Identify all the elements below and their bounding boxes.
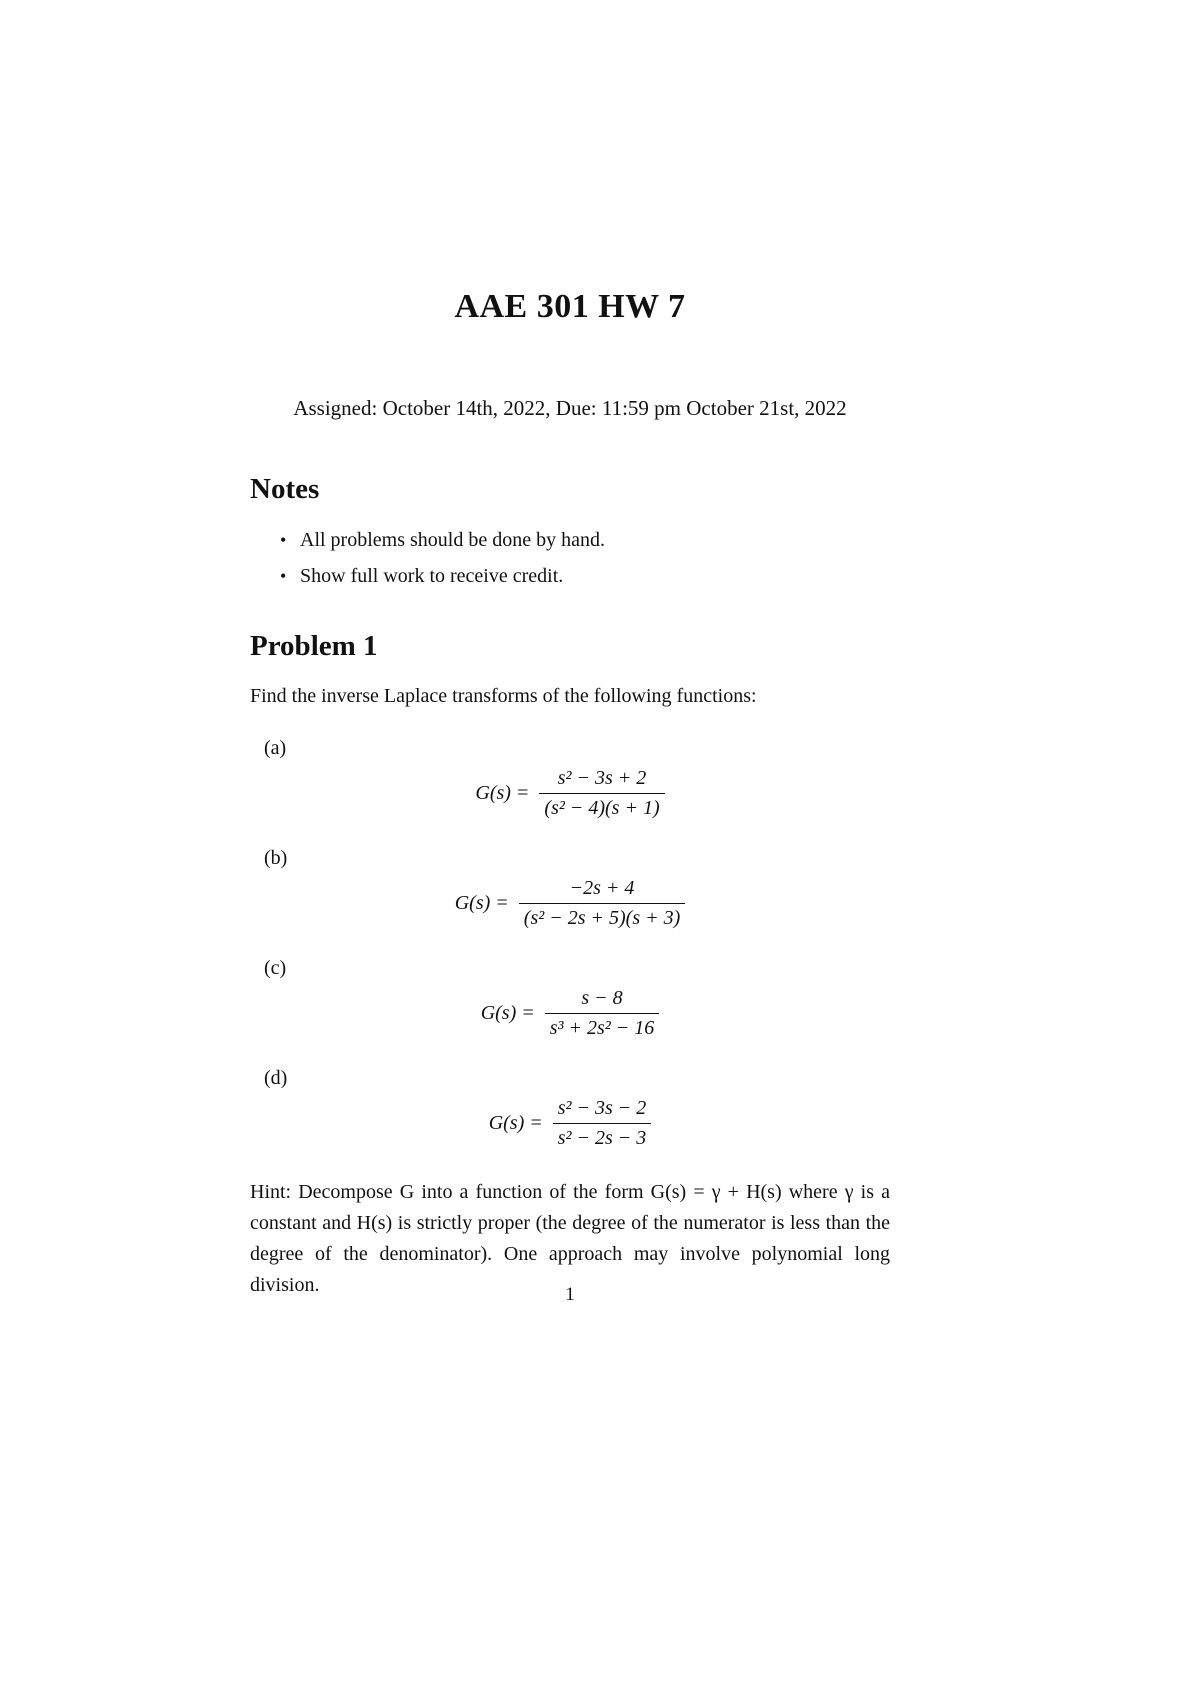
bullet-icon: • — [280, 530, 287, 550]
problem-part-d — [250, 1067, 890, 1151]
fraction — [545, 986, 660, 1041]
problem-part-a — [250, 737, 890, 821]
note-item — [250, 558, 890, 594]
document-content — [250, 0, 890, 1301]
equation-lhs: G(s) = — [488, 1112, 543, 1134]
hint-paragraph: Hint: Decompose G into a function of the form G(s) = γ + H(s) where γ is a constant and H(s) is strictly proper (the degree of the numerator is less than the degree of the denominator). One approach may involve polynomial long division. — [250, 1181, 890, 1296]
note-item — [250, 522, 890, 558]
equation — [250, 1096, 890, 1151]
equation-lhs: G(s) = — [454, 892, 509, 914]
fraction-denominator: s³ + 2s² − 16 — [549, 1017, 655, 1039]
fraction-numerator: s² − 3s + 2 — [539, 766, 664, 794]
fraction-numerator: s² − 3s − 2 — [553, 1096, 652, 1124]
bullet-icon: • — [280, 566, 287, 586]
equation — [250, 986, 890, 1041]
document-title: AAE 301 HW 7 — [454, 288, 686, 325]
note-text: All problems should be done by hand. — [300, 529, 605, 551]
problem-part-b — [250, 847, 890, 931]
fraction-denominator: s² − 2s − 3 — [557, 1127, 647, 1149]
equation — [250, 766, 890, 821]
problem-part-c — [250, 957, 890, 1041]
fraction-numerator: −2s + 4 — [519, 876, 685, 904]
notes-list — [250, 522, 890, 594]
problem-1-heading: Problem 1 — [250, 630, 378, 662]
fraction — [553, 1096, 652, 1151]
fraction — [519, 876, 685, 931]
fraction-denominator: (s² − 2s + 5)(s + 3) — [523, 907, 681, 929]
equation-lhs: G(s) = — [480, 1002, 535, 1024]
equation-lhs: G(s) = — [475, 782, 530, 804]
assigned-due-line: Assigned: October 14th, 2022, Due: 11:59 pm October 21st, 2022 — [293, 396, 847, 420]
part-label: (a) — [264, 737, 287, 759]
note-text: Show full work to receive credit. — [300, 565, 564, 587]
problem-1-intro: Find the inverse Laplace transforms of the following functions: — [250, 685, 757, 707]
fraction-denominator: (s² − 4)(s + 1) — [544, 797, 660, 819]
equation — [250, 876, 890, 931]
page-number: 1 — [565, 1284, 575, 1305]
part-label: (d) — [264, 1067, 288, 1089]
notes-heading: Notes — [250, 473, 320, 505]
part-label: (b) — [264, 847, 288, 869]
part-label: (c) — [264, 957, 287, 979]
fraction-numerator: s − 8 — [545, 986, 660, 1014]
fraction — [539, 766, 664, 821]
